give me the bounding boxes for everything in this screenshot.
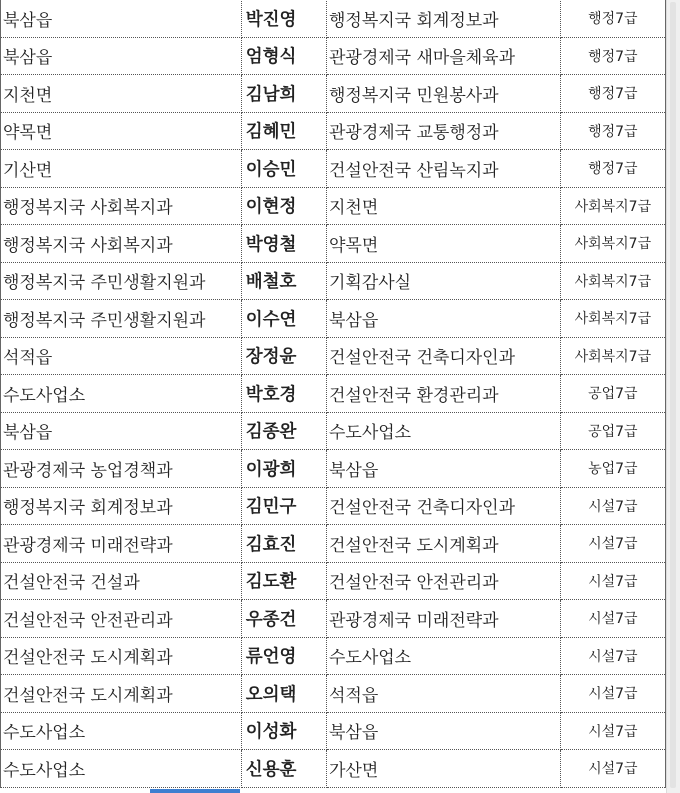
employee-name-cell: 장정윤 xyxy=(241,337,326,375)
employee-name-cell: 엄형식 xyxy=(241,37,326,75)
horizontal-scroll-indicator[interactable] xyxy=(150,789,240,793)
to-dept-cell: 북삼읍 xyxy=(326,712,560,750)
grade-cell: 행정7급 xyxy=(560,0,665,37)
from-dept-cell: 행정복지국 주민생활지원과 xyxy=(1,262,242,300)
grade-cell: 시설7급 xyxy=(560,637,665,675)
from-dept-cell: 수도사업소 xyxy=(1,750,242,788)
to-dept-cell: 건설안전국 환경관리과 xyxy=(326,375,560,413)
to-dept-cell: 관광경제국 새마을체육과 xyxy=(326,37,560,75)
grade-cell: 시설7급 xyxy=(560,562,665,600)
bottom-edge xyxy=(0,789,666,793)
from-dept-cell: 관광경제국 미래전략과 xyxy=(1,525,242,563)
table-row xyxy=(1,637,666,675)
table-row xyxy=(1,750,666,788)
table-row xyxy=(1,525,666,563)
employee-name-cell: 오의택 xyxy=(241,675,326,713)
grade-cell: 농업7급 xyxy=(560,450,665,488)
to-dept-cell: 건설안전국 도시계획과 xyxy=(326,525,560,563)
table-row xyxy=(1,300,666,338)
grade-cell: 시설7급 xyxy=(560,600,665,638)
from-dept-cell: 건설안전국 건설과 xyxy=(1,562,242,600)
grade-cell: 행정7급 xyxy=(560,112,665,150)
employee-name-cell: 이현정 xyxy=(241,187,326,225)
grade-cell: 시설7급 xyxy=(560,487,665,525)
employee-name-cell: 이성화 xyxy=(241,712,326,750)
grade-cell: 시설7급 xyxy=(560,750,665,788)
from-dept-cell: 행정복지국 사회복지과 xyxy=(1,225,242,263)
grade-cell: 사회복지7급 xyxy=(560,300,665,338)
employee-name-cell: 박호경 xyxy=(241,375,326,413)
table-row xyxy=(1,112,666,150)
to-dept-cell: 약목면 xyxy=(326,225,560,263)
from-dept-cell: 북삼읍 xyxy=(1,37,242,75)
table-row xyxy=(1,75,666,113)
employee-name-cell: 김종완 xyxy=(241,412,326,450)
from-dept-cell: 관광경제국 농업경책과 xyxy=(1,450,242,488)
to-dept-cell: 관광경제국 미래전략과 xyxy=(326,600,560,638)
table-row xyxy=(1,0,666,37)
to-dept-cell: 건설안전국 건축디자인과 xyxy=(326,487,560,525)
employee-name-cell: 이승민 xyxy=(241,150,326,188)
to-dept-cell: 건설안전국 안전관리과 xyxy=(326,562,560,600)
grade-cell: 시설7급 xyxy=(560,712,665,750)
employee-name-cell: 김남희 xyxy=(241,75,326,113)
from-dept-cell: 수도사업소 xyxy=(1,375,242,413)
table-row xyxy=(1,412,666,450)
employee-name-cell: 신용훈 xyxy=(241,750,326,788)
table-row xyxy=(1,37,666,75)
employee-name-cell: 이수연 xyxy=(241,300,326,338)
to-dept-cell: 건설안전국 건축디자인과 xyxy=(326,337,560,375)
to-dept-cell: 관광경제국 교통행정과 xyxy=(326,112,560,150)
to-dept-cell: 수도사업소 xyxy=(326,412,560,450)
to-dept-cell: 북삼읍 xyxy=(326,300,560,338)
from-dept-cell: 기산면 xyxy=(1,150,242,188)
grade-cell: 사회복지7급 xyxy=(560,187,665,225)
grade-cell: 시설7급 xyxy=(560,525,665,563)
to-dept-cell: 건설안전국 산림녹지과 xyxy=(326,150,560,188)
table-row xyxy=(1,600,666,638)
grade-cell: 시설7급 xyxy=(560,675,665,713)
grade-cell: 사회복지7급 xyxy=(560,225,665,263)
grade-cell: 행정7급 xyxy=(560,75,665,113)
from-dept-cell: 건설안전국 도시계획과 xyxy=(1,637,242,675)
table-body xyxy=(1,0,666,787)
table-row xyxy=(1,562,666,600)
to-dept-cell: 북삼읍 xyxy=(326,450,560,488)
employee-name-cell: 김혜민 xyxy=(241,112,326,150)
employee-name-cell: 박영철 xyxy=(241,225,326,263)
from-dept-cell: 행정복지국 사회복지과 xyxy=(1,187,242,225)
from-dept-cell: 약목면 xyxy=(1,112,242,150)
to-dept-cell: 지천면 xyxy=(326,187,560,225)
grade-cell: 행정7급 xyxy=(560,150,665,188)
grade-cell: 행정7급 xyxy=(560,37,665,75)
table-row xyxy=(1,487,666,525)
to-dept-cell: 가산면 xyxy=(326,750,560,788)
to-dept-cell: 행정복지국 회계정보과 xyxy=(326,0,560,37)
table-row xyxy=(1,675,666,713)
employee-name-cell: 이광희 xyxy=(241,450,326,488)
grade-cell: 사회복지7급 xyxy=(560,262,665,300)
from-dept-cell: 북삼읍 xyxy=(1,412,242,450)
employee-name-cell: 김민구 xyxy=(241,487,326,525)
to-dept-cell: 기획감사실 xyxy=(326,262,560,300)
table-row xyxy=(1,375,666,413)
employee-name-cell: 류언영 xyxy=(241,637,326,675)
from-dept-cell: 행정복지국 회계정보과 xyxy=(1,487,242,525)
table-row xyxy=(1,187,666,225)
from-dept-cell: 행정복지국 주민생활지원과 xyxy=(1,300,242,338)
to-dept-cell: 수도사업소 xyxy=(326,637,560,675)
from-dept-cell: 석적읍 xyxy=(1,337,242,375)
table-row xyxy=(1,450,666,488)
from-dept-cell: 건설안전국 도시계획과 xyxy=(1,675,242,713)
grade-cell: 사회복지7급 xyxy=(560,337,665,375)
employee-name-cell: 배철호 xyxy=(241,262,326,300)
to-dept-cell: 행정복지국 민원봉사과 xyxy=(326,75,560,113)
employee-name-cell: 김효진 xyxy=(241,525,326,563)
from-dept-cell: 북삼읍 xyxy=(1,0,242,37)
employee-name-cell: 김도환 xyxy=(241,562,326,600)
grade-cell: 공업7급 xyxy=(560,412,665,450)
table-row xyxy=(1,262,666,300)
table-row xyxy=(1,225,666,263)
from-dept-cell: 지천면 xyxy=(1,75,242,113)
table-row xyxy=(1,150,666,188)
table-row xyxy=(1,712,666,750)
scrollbar-thumb[interactable] xyxy=(670,2,676,788)
to-dept-cell: 석적읍 xyxy=(326,675,560,713)
from-dept-cell: 수도사업소 xyxy=(1,712,242,750)
employee-name-cell: 박진영 xyxy=(241,0,326,37)
from-dept-cell: 건설안전국 안전관리과 xyxy=(1,600,242,638)
grade-cell: 공업7급 xyxy=(560,375,665,413)
table-row xyxy=(1,337,666,375)
employee-name-cell: 우종건 xyxy=(241,600,326,638)
